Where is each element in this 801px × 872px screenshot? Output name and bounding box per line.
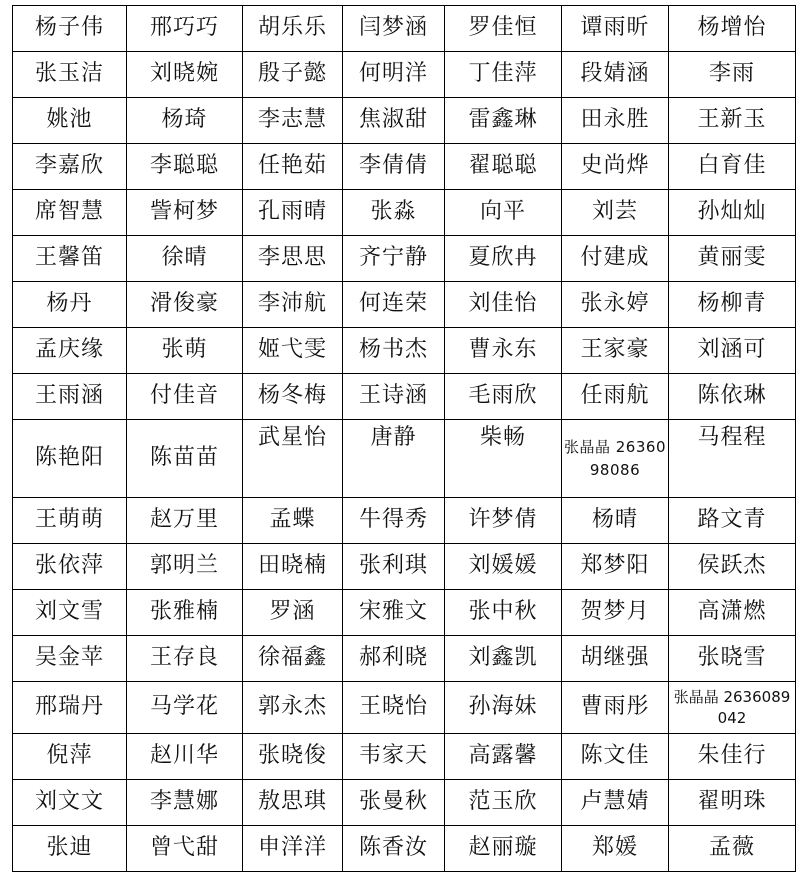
- table-cell: 孟庆缘: [13, 328, 127, 374]
- table-row: [13, 544, 796, 590]
- table-cell: 翟明珠: [669, 780, 796, 826]
- table-cell: 李嘉欣: [13, 144, 127, 190]
- table-cell: 席智慧: [13, 190, 127, 236]
- table-row: [13, 590, 796, 636]
- table-cell: 邢瑞丹: [13, 682, 127, 734]
- table-cell: 李雨: [669, 52, 796, 98]
- table-cell: [669, 682, 796, 734]
- table-cell: 王新玉: [669, 98, 796, 144]
- table-cell: 陈依琳: [669, 374, 796, 420]
- table-cell: 杨柳青: [669, 282, 796, 328]
- table-cell: 向平: [445, 190, 562, 236]
- table-cell: 訾柯梦: [127, 190, 243, 236]
- table-cell: 曹永东: [445, 328, 562, 374]
- table-cell: 姬弋雯: [243, 328, 343, 374]
- table-cell: 翟聪聪: [445, 144, 562, 190]
- table-cell: 李聪聪: [127, 144, 243, 190]
- table-row: [13, 98, 796, 144]
- table-cell: 毛雨欣: [445, 374, 562, 420]
- table-cell: 何连荣: [343, 282, 445, 328]
- table-cell: 付佳音: [127, 374, 243, 420]
- table-cell: 王晓怡: [343, 682, 445, 734]
- table-cell: 李志慧: [243, 98, 343, 144]
- table-cell: 刘媛媛: [445, 544, 562, 590]
- table-cell: 陈文佳: [562, 734, 669, 780]
- table-cell: 武星怡: [243, 420, 343, 498]
- table-cell: 李慧娜: [127, 780, 243, 826]
- table-row: [13, 498, 796, 544]
- table-cell: 范玉欣: [445, 780, 562, 826]
- table-cell: 郭明兰: [127, 544, 243, 590]
- table-row: [13, 6, 796, 52]
- table-cell: 孙海妹: [445, 682, 562, 734]
- table-cell: 郑梦阳: [562, 544, 669, 590]
- table-cell: 邢巧巧: [127, 6, 243, 52]
- table-cell: 马学花: [127, 682, 243, 734]
- table-cell: 罗佳恒: [445, 6, 562, 52]
- table-row: [13, 420, 796, 498]
- table-cell: 王雨涵: [13, 374, 127, 420]
- table-cell: 焦淑甜: [343, 98, 445, 144]
- table-cell: 杨冬梅: [243, 374, 343, 420]
- table-cell: 杨增怡: [669, 6, 796, 52]
- table-cell: 任艳茹: [243, 144, 343, 190]
- table-cell: 曾弋甜: [127, 826, 243, 872]
- table-row: [13, 190, 796, 236]
- table-cell: 刘文文: [13, 780, 127, 826]
- table-row: [13, 682, 796, 734]
- table-cell: 赵丽璇: [445, 826, 562, 872]
- table-cell: 滑俊豪: [127, 282, 243, 328]
- table-cell: 高露馨: [445, 734, 562, 780]
- table-cell: 杨书杰: [343, 328, 445, 374]
- table-cell: 杨丹: [13, 282, 127, 328]
- table-cell: 孙灿灿: [669, 190, 796, 236]
- table-cell: 张晓雪: [669, 636, 796, 682]
- table-cell: 雷鑫琳: [445, 98, 562, 144]
- table-cell: 闫梦涵: [343, 6, 445, 52]
- table-cell: 殷子懿: [243, 52, 343, 98]
- phone-note: 张晶晶 2636098086: [564, 438, 666, 479]
- table-cell: 刘晓婉: [127, 52, 243, 98]
- table-cell: 王存良: [127, 636, 243, 682]
- table-cell: 李思思: [243, 236, 343, 282]
- table-cell: 胡乐乐: [243, 6, 343, 52]
- table-cell: 夏欣冉: [445, 236, 562, 282]
- table-cell: 段婧涵: [562, 52, 669, 98]
- table-cell: 齐宁静: [343, 236, 445, 282]
- table-cell: 姚池: [13, 98, 127, 144]
- table-cell: 张中秋: [445, 590, 562, 636]
- table-cell: 张玉洁: [13, 52, 127, 98]
- table-cell: 徐晴: [127, 236, 243, 282]
- table-cell: 贺梦月: [562, 590, 669, 636]
- table-cell: 杨晴: [562, 498, 669, 544]
- table-row: [13, 826, 796, 872]
- table-cell: 韦家天: [343, 734, 445, 780]
- table-row: [13, 780, 796, 826]
- table-cell: 史尚烨: [562, 144, 669, 190]
- table-cell: 徐福鑫: [243, 636, 343, 682]
- table-cell: 张雅楠: [127, 590, 243, 636]
- table-row: [13, 328, 796, 374]
- table-cell: 倪萍: [13, 734, 127, 780]
- table-cell: 张利琪: [343, 544, 445, 590]
- name-table: [12, 5, 796, 872]
- table-cell: 卢慧婧: [562, 780, 669, 826]
- table-cell: 张依萍: [13, 544, 127, 590]
- table-cell: 郑媛: [562, 826, 669, 872]
- table-cell: 刘文雪: [13, 590, 127, 636]
- table-row: [13, 52, 796, 98]
- table-row: [13, 282, 796, 328]
- table-cell: 王诗涵: [343, 374, 445, 420]
- table-cell: 朱佳行: [669, 734, 796, 780]
- table-cell: 杨子伟: [13, 6, 127, 52]
- table-cell: 王馨笛: [13, 236, 127, 282]
- table-cell: 黄丽雯: [669, 236, 796, 282]
- table-cell: 张晓俊: [243, 734, 343, 780]
- table-cell: 赵川华: [127, 734, 243, 780]
- table-cell: 刘涵可: [669, 328, 796, 374]
- table-cell: [562, 420, 669, 498]
- table-cell: 张迪: [13, 826, 127, 872]
- table-cell: 王家豪: [562, 328, 669, 374]
- table-cell: 罗涵: [243, 590, 343, 636]
- table-cell: 曹雨彤: [562, 682, 669, 734]
- table-cell: 李沛航: [243, 282, 343, 328]
- table-row: [13, 374, 796, 420]
- table-cell: 陈艳阳: [13, 420, 127, 498]
- table-cell: 刘佳怡: [445, 282, 562, 328]
- table-cell: 李倩倩: [343, 144, 445, 190]
- table-cell: 胡继强: [562, 636, 669, 682]
- table-row: [13, 144, 796, 190]
- table-cell: 赵万里: [127, 498, 243, 544]
- table-cell: 田晓楠: [243, 544, 343, 590]
- table-cell: 郝利晓: [343, 636, 445, 682]
- table-cell: 张萌: [127, 328, 243, 374]
- table-cell: 许梦倩: [445, 498, 562, 544]
- table-cell: 杨琦: [127, 98, 243, 144]
- table-cell: 陈香汝: [343, 826, 445, 872]
- table-cell: 侯跃杰: [669, 544, 796, 590]
- phone-note: 张晶晶 2636089042: [673, 688, 791, 727]
- table-cell: 刘芸: [562, 190, 669, 236]
- table-cell: 宋雅文: [343, 590, 445, 636]
- table-cell: 牛得秀: [343, 498, 445, 544]
- table-cell: 谭雨昕: [562, 6, 669, 52]
- table-cell: 申洋洋: [243, 826, 343, 872]
- table-cell: 孟蝶: [243, 498, 343, 544]
- table-row: [13, 734, 796, 780]
- table-cell: 张淼: [343, 190, 445, 236]
- table-cell: 高潇燃: [669, 590, 796, 636]
- table-cell: 唐静: [343, 420, 445, 498]
- table-cell: 柴畅: [445, 420, 562, 498]
- table-cell: 刘鑫凯: [445, 636, 562, 682]
- table-cell: 张曼秋: [343, 780, 445, 826]
- table-row: [13, 636, 796, 682]
- table-cell: 白育佳: [669, 144, 796, 190]
- table-cell: 张永婷: [562, 282, 669, 328]
- table-row: [13, 236, 796, 282]
- table-cell: 丁佳萍: [445, 52, 562, 98]
- table-cell: 付建成: [562, 236, 669, 282]
- table-cell: 孟薇: [669, 826, 796, 872]
- table-cell: 敖思琪: [243, 780, 343, 826]
- table-cell: 吴金苹: [13, 636, 127, 682]
- table-cell: 路文青: [669, 498, 796, 544]
- table-cell: 王萌萌: [13, 498, 127, 544]
- table-cell: 任雨航: [562, 374, 669, 420]
- table-cell: 孔雨晴: [243, 190, 343, 236]
- table-cell: 何明洋: [343, 52, 445, 98]
- table-cell: 田永胜: [562, 98, 669, 144]
- table-cell: 陈苗苗: [127, 420, 243, 498]
- table-cell: 郭永杰: [243, 682, 343, 734]
- table-cell: 马程程: [669, 420, 796, 498]
